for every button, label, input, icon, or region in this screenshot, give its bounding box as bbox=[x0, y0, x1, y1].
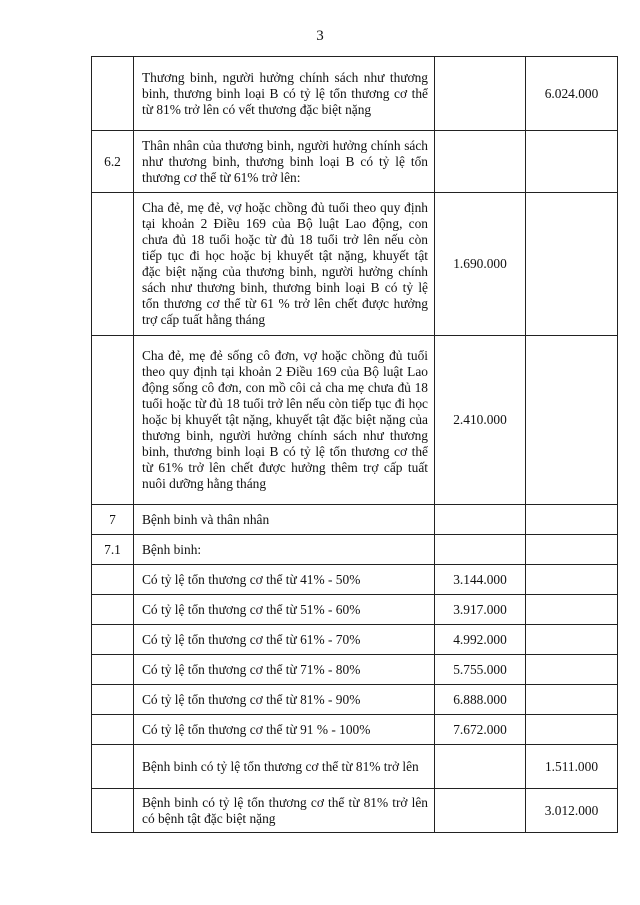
row-amount-alt-cell bbox=[526, 685, 618, 715]
row-number-cell bbox=[92, 789, 134, 833]
row-amount-cell-text: 7.672.000 bbox=[453, 721, 507, 737]
row-amount-alt-cell bbox=[526, 57, 618, 131]
row-description-cell-text: Bệnh binh và thân nhân bbox=[142, 511, 270, 527]
table-row bbox=[92, 505, 618, 535]
row-amount-cell bbox=[435, 715, 526, 745]
row-amount-cell bbox=[435, 57, 526, 131]
row-number-cell-text: 7 bbox=[109, 511, 116, 527]
row-amount-alt-cell bbox=[526, 595, 618, 625]
table-row bbox=[92, 685, 618, 715]
row-amount-cell bbox=[435, 595, 526, 625]
row-amount-cell bbox=[435, 625, 526, 655]
row-number-cell bbox=[92, 131, 134, 193]
row-number-cell-text: 7.1 bbox=[104, 541, 121, 557]
row-description-cell-text: Bệnh binh có tỷ lệ tổn thương cơ thể từ 81% trở lên có bệnh tật đặc biệt nặng bbox=[142, 794, 428, 826]
table-row bbox=[92, 565, 618, 595]
row-amount-cell bbox=[435, 535, 526, 565]
row-description-cell-text: Bệnh binh có tỷ lệ tổn thương cơ thể từ 81% trở lên bbox=[142, 758, 419, 774]
row-amount-cell-text: 5.755.000 bbox=[453, 661, 507, 677]
row-number-cell-text: 6.2 bbox=[104, 153, 121, 169]
row-amount-cell-text: 6.888.000 bbox=[453, 691, 507, 707]
row-description-cell-text: Có tỷ lệ tổn thương cơ thể từ 91 % - 100% bbox=[142, 721, 371, 737]
row-amount-alt-cell bbox=[526, 336, 618, 505]
table-row bbox=[92, 595, 618, 625]
row-number-cell bbox=[92, 625, 134, 655]
row-number-cell bbox=[92, 193, 134, 336]
row-description-cell-text: Có tỷ lệ tổn thương cơ thể từ 71% - 80% bbox=[142, 661, 361, 677]
row-amount-alt-cell-text: 1.511.000 bbox=[544, 758, 599, 774]
table-row bbox=[92, 745, 618, 789]
table-row bbox=[92, 789, 618, 833]
row-description-cell bbox=[134, 789, 435, 833]
table-row bbox=[92, 535, 618, 565]
row-number-cell bbox=[92, 336, 134, 505]
row-description-cell bbox=[134, 625, 435, 655]
page-number: 3 bbox=[316, 28, 324, 44]
table-row bbox=[92, 193, 618, 336]
row-amount-cell-text: 3.917.000 bbox=[453, 601, 507, 617]
row-description-cell-text: Thân nhân của thương binh, người hưởng chính sách như thương binh, thương binh loại B có tỷ lệ tổn thương cơ thể từ 61% trở lên: bbox=[142, 137, 428, 185]
row-description-cell-text: Có tỷ lệ tổn thương cơ thể từ 51% - 60% bbox=[142, 601, 361, 617]
row-number-cell bbox=[92, 535, 134, 565]
table-row bbox=[92, 715, 618, 745]
row-number-cell bbox=[92, 685, 134, 715]
row-number-cell bbox=[92, 595, 134, 625]
row-amount-cell bbox=[435, 131, 526, 193]
row-amount-cell bbox=[435, 565, 526, 595]
table-row bbox=[92, 131, 618, 193]
row-description-cell bbox=[134, 193, 435, 336]
row-description-cell bbox=[134, 565, 435, 595]
row-amount-alt-cell bbox=[526, 131, 618, 193]
row-description-cell bbox=[134, 745, 435, 789]
row-amount-alt-cell-text: 6.024.000 bbox=[544, 85, 599, 101]
row-description-cell-text: Thương binh, người hưởng chính sách như thương binh, thương binh loại B có tỷ lệ tổn thương cơ thể từ 81% trở lên có vết thương đặc biệt nặng bbox=[142, 69, 428, 117]
row-amount-cell-text: 3.144.000 bbox=[453, 571, 507, 587]
row-amount-alt-cell bbox=[526, 505, 618, 535]
table-row bbox=[92, 336, 618, 505]
row-amount-alt-cell bbox=[526, 535, 618, 565]
row-number-cell bbox=[92, 715, 134, 745]
row-number-cell bbox=[92, 745, 134, 789]
row-description-cell bbox=[134, 685, 435, 715]
row-description-cell bbox=[134, 336, 435, 505]
row-description-cell-text: Có tỷ lệ tổn thương cơ thể từ 41% - 50% bbox=[142, 571, 361, 587]
row-amount-cell bbox=[435, 789, 526, 833]
row-number-cell bbox=[92, 655, 134, 685]
table-row bbox=[92, 625, 618, 655]
row-amount-alt-cell bbox=[526, 193, 618, 336]
row-number-cell bbox=[92, 565, 134, 595]
row-number-cell bbox=[92, 57, 134, 131]
row-amount-cell bbox=[435, 193, 526, 336]
allowance-table bbox=[91, 56, 618, 833]
row-amount-alt-cell bbox=[526, 789, 618, 833]
row-description-cell-text: Có tỷ lệ tổn thương cơ thể từ 81% - 90% bbox=[142, 691, 361, 707]
row-amount-alt-cell bbox=[526, 745, 618, 789]
row-description-cell bbox=[134, 131, 435, 193]
row-description-cell bbox=[134, 57, 435, 131]
row-description-cell-text: Cha đẻ, mẹ đẻ, vợ hoặc chồng đủ tuổi theo quy định tại khoản 2 Điều 169 của Bộ luật Lao động, con chưa đủ 18 tuổi hoặc từ đủ 18 tuổi trở lên nếu còn tiếp tục đi học hoặc bị khuyết tật nặng, khuyết tật đặc biệt nặng của thương binh, người hưởng chính sách như thương binh, thương binh loại B có tỷ lệ tổn thương cơ thể từ 61 % trở lên chết được hưởng trợ cấp tuất hằng tháng bbox=[142, 200, 428, 327]
table-row bbox=[92, 655, 618, 685]
row-amount-alt-cell bbox=[526, 625, 618, 655]
row-amount-cell-text: 4.992.000 bbox=[453, 631, 507, 647]
row-description-cell bbox=[134, 505, 435, 535]
row-description-cell-text: Cha đẻ, mẹ đẻ sống cô đơn, vợ hoặc chồng đủ tuổi theo quy định tại khoản 2 Điều 169 của Bộ luật Lao động sống cô đơn, con mồ côi cả cha mẹ chưa đủ 18 tuổi hoặc từ đủ 18 tuổi trở lên nếu còn tiếp tục đi học hoặc bị khuyết tật nặng, khuyết tật đặc biệt nặng của thương binh, người hưởng chính sách như thương binh, thương binh loại B có tỷ lệ tổn thương cơ thể từ 61% trở lên chết được hưởng thêm trợ cấp tuất nuôi dưỡng hằng tháng bbox=[142, 348, 428, 491]
row-description-cell bbox=[134, 535, 435, 565]
table-row bbox=[92, 57, 618, 131]
row-description-cell-text: Bệnh binh: bbox=[142, 541, 202, 557]
row-description-cell bbox=[134, 715, 435, 745]
row-description-cell bbox=[134, 655, 435, 685]
row-number-cell bbox=[92, 505, 134, 535]
row-amount-cell bbox=[435, 655, 526, 685]
row-amount-alt-cell bbox=[526, 715, 618, 745]
row-amount-alt-cell bbox=[526, 655, 618, 685]
row-amount-cell bbox=[435, 745, 526, 789]
row-amount-alt-cell-text: 3.012.000 bbox=[544, 802, 599, 818]
row-amount-cell-text: 1.690.000 bbox=[453, 256, 507, 271]
row-description-cell-text: Có tỷ lệ tổn thương cơ thể từ 61% - 70% bbox=[142, 631, 361, 647]
row-amount-alt-cell bbox=[526, 565, 618, 595]
row-amount-cell bbox=[435, 505, 526, 535]
row-amount-cell bbox=[435, 336, 526, 505]
row-amount-cell-text: 2.410.000 bbox=[453, 412, 507, 427]
allowance-table-body bbox=[92, 57, 618, 833]
row-amount-cell bbox=[435, 685, 526, 715]
row-description-cell bbox=[134, 595, 435, 625]
